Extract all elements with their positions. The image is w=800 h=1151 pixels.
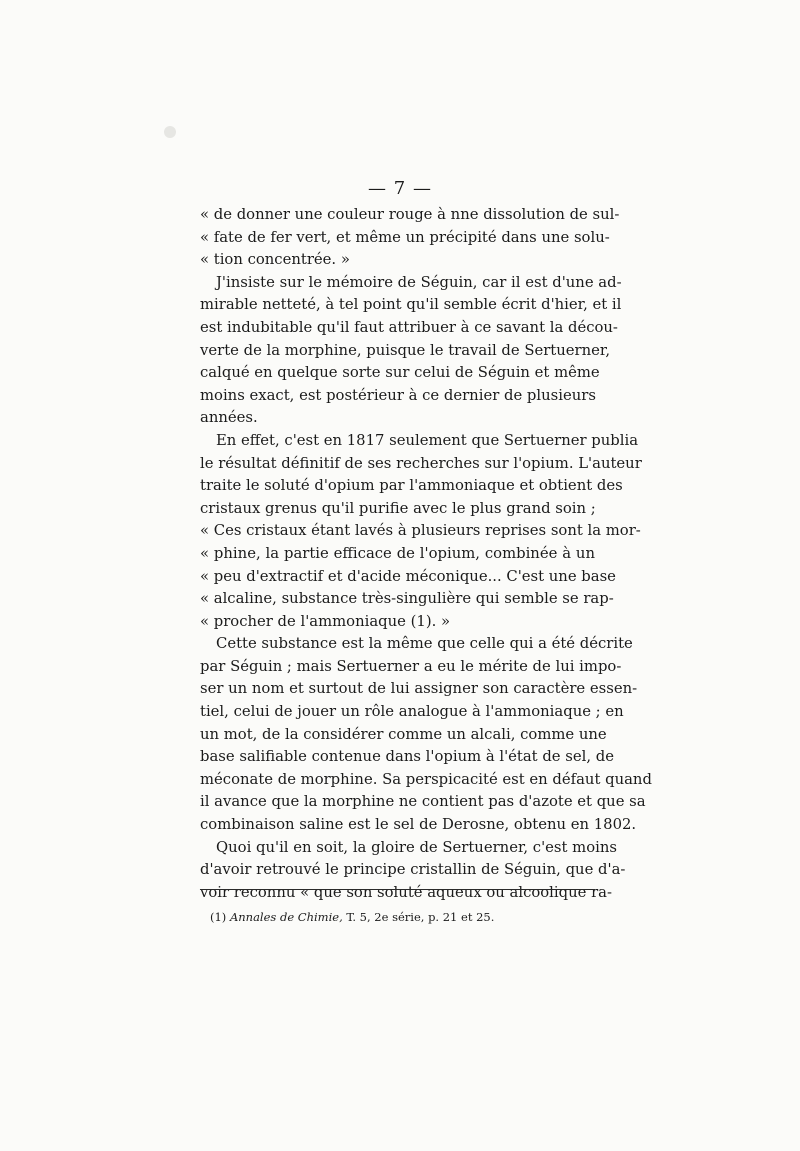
text-line: « phine, la partie efficace de l'opium, combinée à un <box>200 544 595 562</box>
text-line: base salifiable contenue dans l'opium à l'état de sel, de <box>200 748 614 766</box>
footnote-source: Annales de Chimie, <box>229 910 343 924</box>
text-line: « de donner une couleur rouge à nne dissolution de sul- <box>200 206 620 223</box>
text-line: années. <box>200 409 258 427</box>
text-line: mirable netteté, à tel point qu'il semble écrit d'hier, et il <box>200 296 622 314</box>
footnote-marker: (1) <box>210 910 227 924</box>
text-line: « peu d'extractif et d'acide méconique... C'est une base <box>200 567 616 585</box>
text-line: Quoi qu'il en soit, la gloire de Sertuerner, c'est moins <box>216 838 617 856</box>
paper-speck <box>164 126 176 138</box>
text-line: moins exact, est postérieur à ce dernier de plusieurs <box>200 386 596 404</box>
text-line: un mot, de la considérer comme un alcali, comme une <box>200 725 607 743</box>
text-line: J'insiste sur le mémoire de Séguin, car il est d'une ad- <box>216 273 622 291</box>
text-line: « fate de fer vert, et même un précipité dans une solu- <box>200 228 610 246</box>
text-line: par Séguin ; mais Sertuerner a eu le mérite de lui impo- <box>200 657 622 675</box>
text-line: « tion concentrée. » <box>200 251 350 269</box>
text-line: voir reconnu « que son soluté aqueux ou alcoolique ra- <box>200 883 613 901</box>
text-line: traite le soluté d'opium par l'ammoniaque et obtient des <box>200 477 623 495</box>
text-line: En effet, c'est en 1817 seulement que Sertuerner publia <box>216 431 639 449</box>
text-line: « alcaline, substance très-singulière qui semble se rap- <box>200 590 614 608</box>
body-text <box>200 204 652 904</box>
text-line: « procher de l'ammoniaque (1). » <box>200 612 451 630</box>
footnote <box>210 910 494 924</box>
footnote-details: T. 5, 2e série, p. 21 et 25. <box>346 910 495 924</box>
text-line: il avance que la morphine ne contient pas d'azote et que sa <box>200 793 646 811</box>
text-line: calqué en quelque sorte sur celui de Séguin et même <box>200 364 600 382</box>
text-line: d'avoir retrouvé le principe cristallin de Séguin, que d'a- <box>200 861 626 879</box>
page-number: — 7 — <box>368 178 432 199</box>
text-line: « Ces cristaux étant lavés à plusieurs reprises sont la mor- <box>200 522 641 540</box>
text-line: le résultat définitif de ses recherches sur l'opium. L'auteur <box>200 454 642 472</box>
text-line: cristaux grenus qu'il purifie avec le plus grand soin ; <box>200 499 596 517</box>
text-line: combinaison saline est le sel de Derosne, obtenu en 1802. <box>200 816 637 834</box>
footnote-rule <box>200 889 595 890</box>
text-line: tiel, celui de jouer un rôle analogue à l'ammoniaque ; en <box>200 703 624 721</box>
text-line: méconate de morphine. Sa perspicacité est en défaut quand <box>200 770 652 788</box>
text-line: est indubitable qu'il faut attribuer à ce savant la décou- <box>200 318 618 336</box>
text-line: verte de la morphine, puisque le travail de Sertuerner, <box>200 341 611 359</box>
text-line: Cette substance est la même que celle qui a été décrite <box>216 635 633 653</box>
text-line: ser un nom et surtout de lui assigner son caractère essen- <box>200 680 638 698</box>
